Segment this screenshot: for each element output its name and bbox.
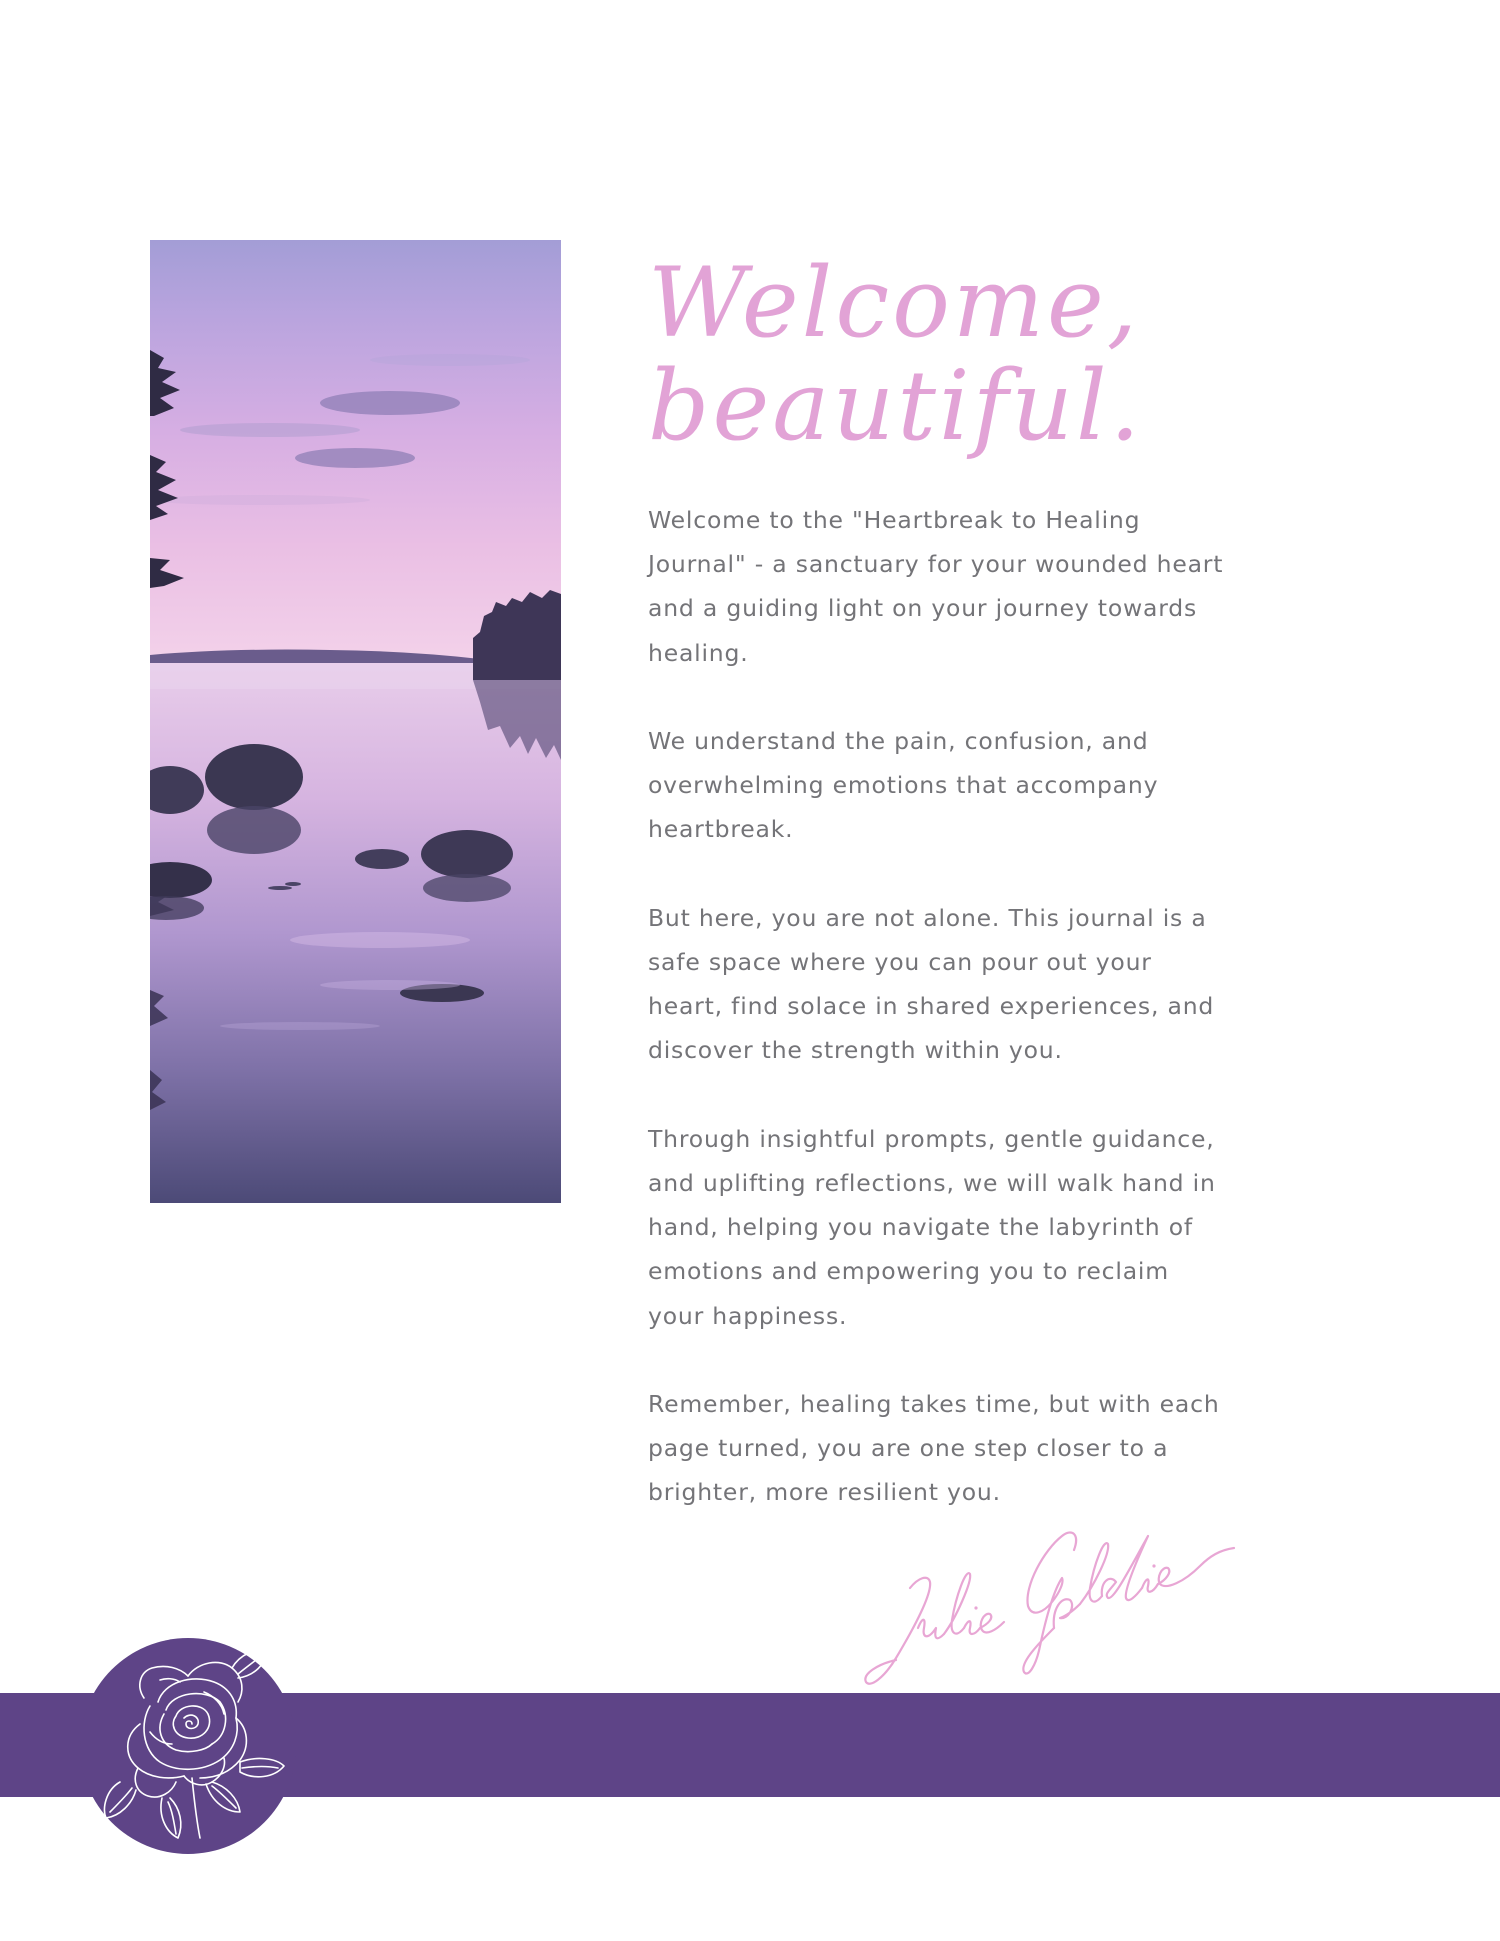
page-title-line-2: beautiful. — [648, 350, 1144, 462]
paragraph-guidance: Through insightful prompts, gentle guidance, and uplifting reflections, we will walk hand in hand, helping you navigate the labyrinth of emotions and empowering you to reclaim your happiness. — [648, 1124, 1216, 1330]
paragraph-intro: Welcome to the "Heartbreak to Healing Journal" - a sanctuary for your wounded heart and a guiding light on your journey towards healing. — [648, 506, 1224, 667]
page-title — [648, 247, 1268, 462]
paragraph-understanding: We understand the pain, confusion, and overwhelming emotions that accompany heartbreak. — [648, 727, 1159, 844]
paragraph-reminder: Remember, healing takes time, but with each page turned, you are one step closer to a brighter, more resilient you. — [648, 1390, 1220, 1507]
lake-sunrise-photo — [150, 240, 561, 1203]
paragraph-not-alone: But here, you are not alone. This journal is a safe space where you can pour out your heart, find solace in shared experiences, and discover the strength within you. — [648, 903, 1215, 1065]
rose-icon — [80, 1632, 296, 1860]
welcome-letter — [648, 498, 1228, 1515]
page-title-line-1: Welcome, — [648, 247, 1141, 359]
handwritten-signature — [848, 1478, 1268, 1698]
